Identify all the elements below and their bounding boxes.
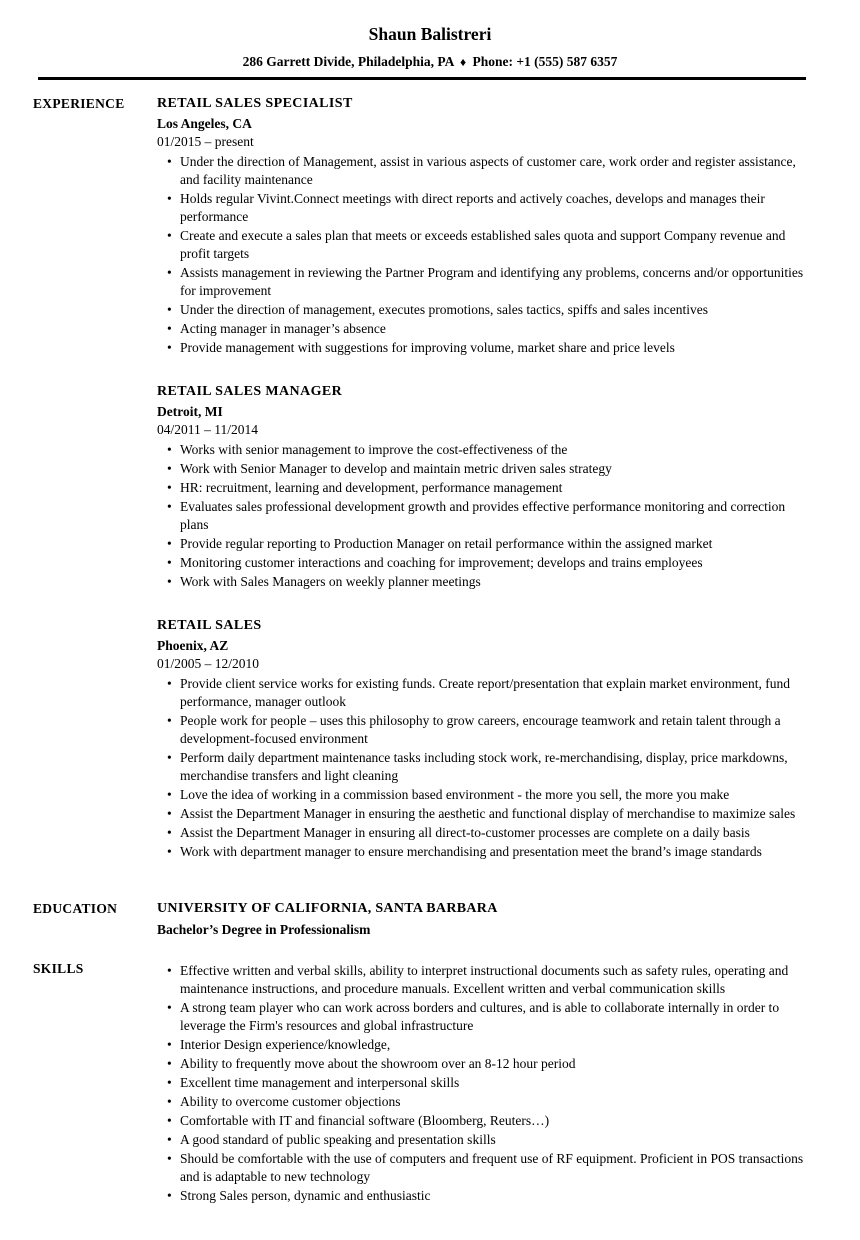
bullet-item: • Work with Sales Managers on weekly planner meetings: [180, 573, 812, 591]
candidate-name: Shaun Balistreri: [368, 24, 492, 44]
bullet-item: • Interior Design experience/knowledge,: [180, 1036, 812, 1054]
bullet-item: • Acting manager in manager’s absence: [180, 320, 812, 338]
bullet-item: • Effective written and verbal skills, ability to interpret instructional documents such as safety rules, operating and maintenance instructions, and procedure manuals. Excellent written and verbal communication skills: [180, 962, 812, 998]
education-degree: Bachelor’s Degree in Professionalism: [157, 922, 371, 937]
bullet-item: • Strong Sales person, dynamic and enthusiastic: [180, 1187, 812, 1205]
job-bullet-list: [157, 675, 812, 861]
bullet-item: • Works with senior management to improve the cost-effectiveness of the: [180, 441, 812, 459]
bullet-item: • Excellent time management and interpersonal skills: [180, 1074, 812, 1092]
job-entry-retail-sales-manager: [157, 383, 812, 591]
education-school: UNIVERSITY OF CALIFORNIA, SANTA BARBARA: [157, 901, 498, 916]
job-dates: 04/2011 – 11/2014: [157, 422, 258, 437]
section-skills: [0, 960, 860, 1206]
bullet-item: • Work with department manager to ensure merchandising and presentation meet the brand’s image standards: [180, 843, 812, 861]
bullet-item: • Should be comfortable with the use of computers and frequent use of RF equipment. Proficient in POS transactions and is adaptable to new technology: [180, 1150, 812, 1186]
job-title: RETAIL SALES MANAGER: [157, 384, 343, 399]
contact-line: [0, 54, 860, 70]
bullet-item: • Under the direction of Management, assist in various aspects of customer care, work order and register assistance, and facility maintenance: [180, 153, 812, 189]
section-label-experience: EXPERIENCE: [33, 96, 125, 111]
diamond-separator-icon: ♦: [459, 55, 467, 69]
bullet-item: • Work with Senior Manager to develop and maintain metric driven sales strategy: [180, 460, 812, 478]
section-label-education: EDUCATION: [33, 901, 118, 916]
bullet-item: • Assist the Department Manager in ensuring the aesthetic and functional display of merchandise to maximize sales: [180, 805, 812, 823]
job-dates: 01/2005 – 12/2010: [157, 656, 260, 671]
job-bullet-list: [157, 441, 812, 591]
section-label-skills: SKILLS: [33, 961, 84, 976]
bullet-item: • Holds regular Vivint.Connect meetings with direct reports and actively coaches, develops and manages their performance: [180, 190, 812, 226]
bullet-item: • Under the direction of management, executes promotions, sales tactics, spiffs and sales incentives: [180, 301, 812, 319]
bullet-item: • Assists management in reviewing the Partner Program and identifying any problems, concerns and/or opportunities for improvement: [180, 264, 812, 300]
bullet-item: • A strong team player who can work across borders and cultures, and is able to collaborate internally in order to leverage the Firm's resources and global infrastructure: [180, 999, 812, 1035]
job-title: RETAIL SALES: [157, 618, 262, 633]
contact-address: 286 Garrett Divide, Philadelphia, PA: [242, 54, 454, 69]
bullet-item: • Ability to frequently move about the showroom over an 8-12 hour period: [180, 1055, 812, 1073]
resume-header: [0, 24, 860, 80]
section-experience: [0, 95, 860, 862]
bullet-item: • Provide client service works for existing funds. Create report/presentation that explain market environment, fund performance, manager outlook: [180, 675, 812, 711]
contact-phone: Phone: +1 (555) 587 6357: [472, 54, 618, 69]
bullet-item: • Provide management with suggestions for improving volume, market share and price levels: [180, 339, 812, 357]
job-entry-retail-sales-specialist: [157, 95, 812, 357]
job-location: Detroit, MI: [157, 404, 223, 419]
bullet-item: • Evaluates sales professional development growth and provides effective performance monitoring and correction plans: [180, 498, 812, 534]
bullet-item: • People work for people – uses this philosophy to grow careers, encourage teamwork and retain talent through a development-focused environment: [180, 712, 812, 748]
section-education: [0, 900, 860, 939]
job-entry-retail-sales: [157, 617, 812, 861]
bullet-item: • Ability to overcome customer objections: [180, 1093, 812, 1111]
bullet-item: • Perform daily department maintenance tasks including stock work, re-merchandising, display, price markdowns, merchandise transfers and light cleaning: [180, 749, 812, 785]
job-bullet-list: [157, 153, 812, 357]
job-location: Los Angeles, CA: [157, 116, 252, 131]
bullet-item: • Love the idea of working in a commission based environment - the more you sell, the more you make: [180, 786, 812, 804]
bullet-item: • Monitoring customer interactions and coaching for improvement; develops and trains employees: [180, 554, 812, 572]
bullet-item: • Provide regular reporting to Production Manager on retail performance within the assigned market: [180, 535, 812, 553]
skills-bullet-list: [157, 962, 812, 1205]
header-divider: [38, 77, 806, 80]
bullet-item: • HR: recruitment, learning and development, performance management: [180, 479, 812, 497]
bullet-item: • Create and execute a sales plan that meets or exceeds established sales quota and support Company revenue and profit targets: [180, 227, 812, 263]
job-location: Phoenix, AZ: [157, 638, 229, 653]
job-dates: 01/2015 – present: [157, 134, 254, 149]
job-title: RETAIL SALES SPECIALIST: [157, 96, 353, 111]
bullet-item: • Assist the Department Manager in ensuring all direct-to-customer processes are complete on a daily basis: [180, 824, 812, 842]
bullet-item: • Comfortable with IT and financial software (Bloomberg, Reuters…): [180, 1112, 812, 1130]
bullet-item: • A good standard of public speaking and presentation skills: [180, 1131, 812, 1149]
